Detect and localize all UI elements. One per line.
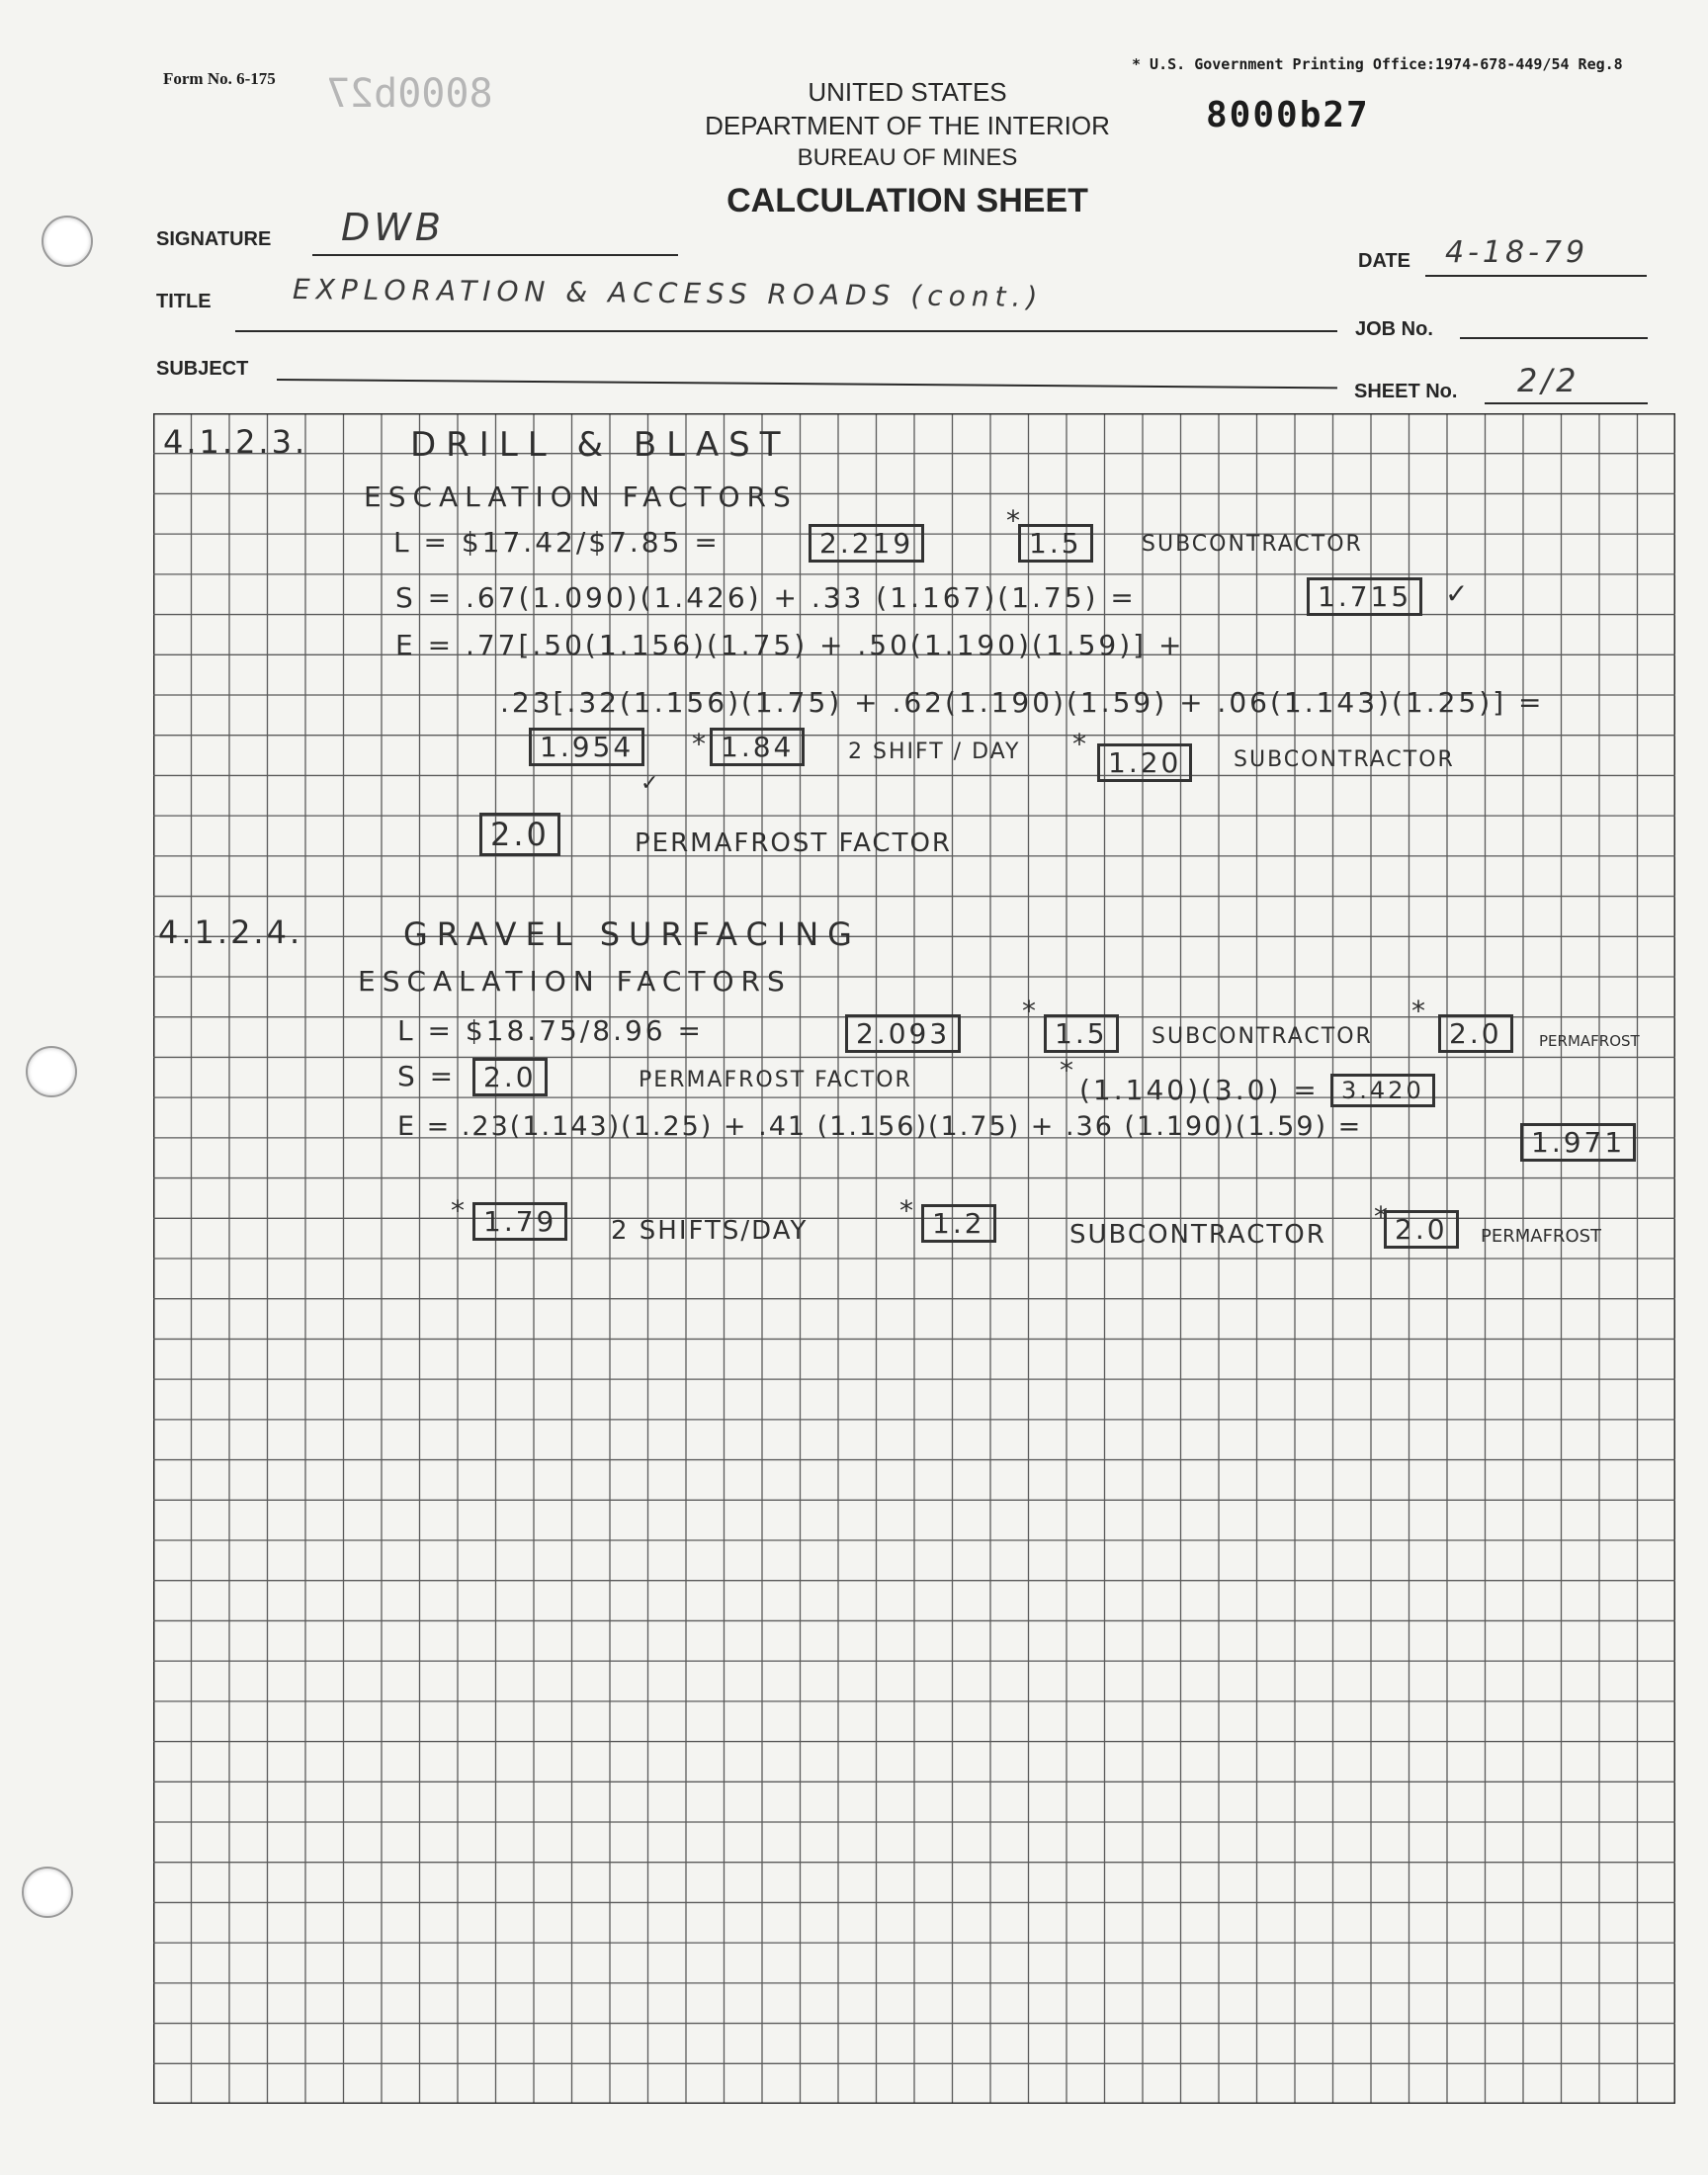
s1-permafrost-factor: 2.0 bbox=[479, 813, 560, 856]
sheet-title: CALCULATION SHEET bbox=[726, 182, 1088, 219]
s1-labor-factor: 1.5 bbox=[1018, 524, 1093, 563]
s1-equipment-expression-1: E = .77[.50(1.156)(1.75) + .50(1.190)(1.59)] + bbox=[395, 629, 1185, 661]
s2-equipment-factor-3: 2.0 bbox=[1384, 1210, 1459, 1249]
section-1-number: 4.1.2.3. bbox=[163, 423, 308, 461]
agency-line-2: DEPARTMENT OF THE INTERIOR bbox=[705, 111, 1110, 140]
s2-equipment-star-2: * bbox=[899, 1194, 916, 1227]
grid-lines bbox=[153, 413, 1675, 2104]
subject-label: SUBJECT bbox=[156, 358, 249, 380]
title-value[interactable]: EXPLORATION & ACCESS ROADS (cont.) bbox=[292, 273, 1044, 313]
s1-equipment-star-2: * bbox=[1072, 728, 1089, 760]
section-2-heading: GRAVEL SURFACING bbox=[403, 915, 861, 953]
punch-hole-bottom bbox=[22, 1867, 73, 1918]
s2-equipment-result: 1.971 bbox=[1520, 1123, 1636, 1162]
sheet-number-line bbox=[1485, 402, 1648, 404]
document-number: 8000b27 bbox=[1206, 95, 1370, 135]
s2-equipment-star-3: * bbox=[1374, 1200, 1391, 1233]
s2-labor-star-2: * bbox=[1411, 995, 1428, 1027]
form-number: Form No. 6-175 bbox=[163, 69, 276, 88]
section-2-number: 4.1.2.4. bbox=[158, 914, 303, 951]
s2-equipment-expression: E = .23(1.143)(1.25) + .41 (1.156)(1.75) + .36 (1.190)(1.59) = bbox=[397, 1111, 1363, 1142]
s2-supply-result: 3.420 bbox=[1330, 1074, 1435, 1107]
punch-hole-middle bbox=[26, 1046, 77, 1097]
s2-labor-result: 2.093 bbox=[845, 1014, 961, 1053]
job-line bbox=[1460, 337, 1648, 339]
agency-line-3: BUREAU OF MINES bbox=[797, 144, 1018, 171]
s2-labor-factor-1: 1.5 bbox=[1044, 1014, 1119, 1053]
s2-labor-note-1: SUBCONTRACTOR bbox=[1152, 1024, 1373, 1049]
subject-line bbox=[277, 379, 1337, 389]
sheet-number-label: SHEET No. bbox=[1354, 381, 1458, 402]
s1-supply-check: ✓ bbox=[1445, 577, 1472, 610]
s2-labor-note-2: PERMAFROST bbox=[1539, 1032, 1640, 1050]
s2-supply-expression: S = bbox=[397, 1060, 457, 1092]
s2-equipment-factor-1: 1.79 bbox=[472, 1202, 567, 1241]
s1-labor-star: * bbox=[1006, 504, 1023, 537]
section-2-subheading: ESCALATION FACTORS bbox=[358, 965, 792, 998]
date-value[interactable]: 4-18-79 bbox=[1445, 235, 1589, 270]
s2-equipment-star-1: * bbox=[451, 1194, 468, 1227]
agency-line-1: UNITED STATES bbox=[808, 77, 1007, 107]
s2-supply-note: PERMAFROST FACTOR bbox=[639, 1068, 912, 1092]
date-label: DATE bbox=[1358, 250, 1410, 272]
s1-equipment-note-2: SUBCONTRACTOR bbox=[1234, 747, 1455, 772]
signature-line bbox=[312, 254, 678, 256]
title-label: TITLE bbox=[156, 291, 212, 312]
s1-labor-result: 2.219 bbox=[809, 524, 924, 563]
date-line bbox=[1425, 275, 1647, 277]
s1-equipment-result: 1.954 bbox=[529, 728, 644, 766]
signature-label: SIGNATURE bbox=[156, 228, 272, 250]
s2-equipment-note-1: 2 SHIFTS/DAY bbox=[611, 1216, 809, 1246]
graph-grid bbox=[153, 413, 1675, 2104]
s1-supply-result: 1.715 bbox=[1307, 577, 1422, 616]
section-1-heading: DRILL & BLAST bbox=[410, 425, 791, 465]
job-label: JOB No. bbox=[1355, 318, 1433, 340]
s1-equipment-check: ✓ bbox=[640, 771, 662, 796]
s1-equipment-expression-2: .23[.32(1.156)(1.75) + .62(1.190)(1.59) + .06(1.143)(1.25)] = bbox=[500, 686, 1545, 719]
s1-equipment-factor-2: 1.20 bbox=[1097, 743, 1192, 782]
s1-equipment-note-1: 2 SHIFT / DAY bbox=[848, 740, 1021, 764]
s2-labor-expression: L = $18.75/8.96 = bbox=[397, 1014, 704, 1047]
s2-equipment-factor-2: 1.2 bbox=[921, 1204, 996, 1243]
title-line bbox=[235, 330, 1337, 332]
s1-labor-expression: L = $17.42/$7.85 = bbox=[393, 526, 721, 559]
s2-supply-star: * bbox=[1060, 1054, 1076, 1087]
s1-equipment-factor-1: 1.84 bbox=[710, 728, 805, 766]
s2-supply-factor: 2.0 bbox=[472, 1058, 548, 1096]
s2-labor-factor-2: 2.0 bbox=[1438, 1014, 1513, 1053]
punch-hole-top bbox=[42, 216, 93, 267]
s2-supply-calc: (1.140)(3.0) = bbox=[1079, 1074, 1320, 1106]
s1-supply-expression: S = .67(1.090)(1.426) + .33 (1.167)(1.75) = bbox=[395, 581, 1137, 614]
s2-equipment-note-3: PERMAFROST bbox=[1481, 1226, 1602, 1247]
s1-labor-note: SUBCONTRACTOR bbox=[1142, 532, 1363, 557]
faded-stamp: 8000b27 bbox=[326, 71, 493, 117]
signature-value[interactable]: DWB bbox=[341, 206, 445, 249]
gpo-line: * U.S. Government Printing Office:1974-678-449/54 Reg.8 bbox=[1132, 55, 1623, 73]
s2-equipment-note-2: SUBCONTRACTOR bbox=[1069, 1220, 1326, 1250]
sheet-number-value[interactable]: 2/2 bbox=[1517, 362, 1580, 399]
s1-permafrost-note: PERMAFROST FACTOR bbox=[635, 828, 952, 858]
section-1-subheading: ESCALATION FACTORS bbox=[364, 480, 798, 513]
s2-labor-star-1: * bbox=[1022, 995, 1039, 1027]
s1-equipment-star-1: * bbox=[692, 728, 709, 760]
